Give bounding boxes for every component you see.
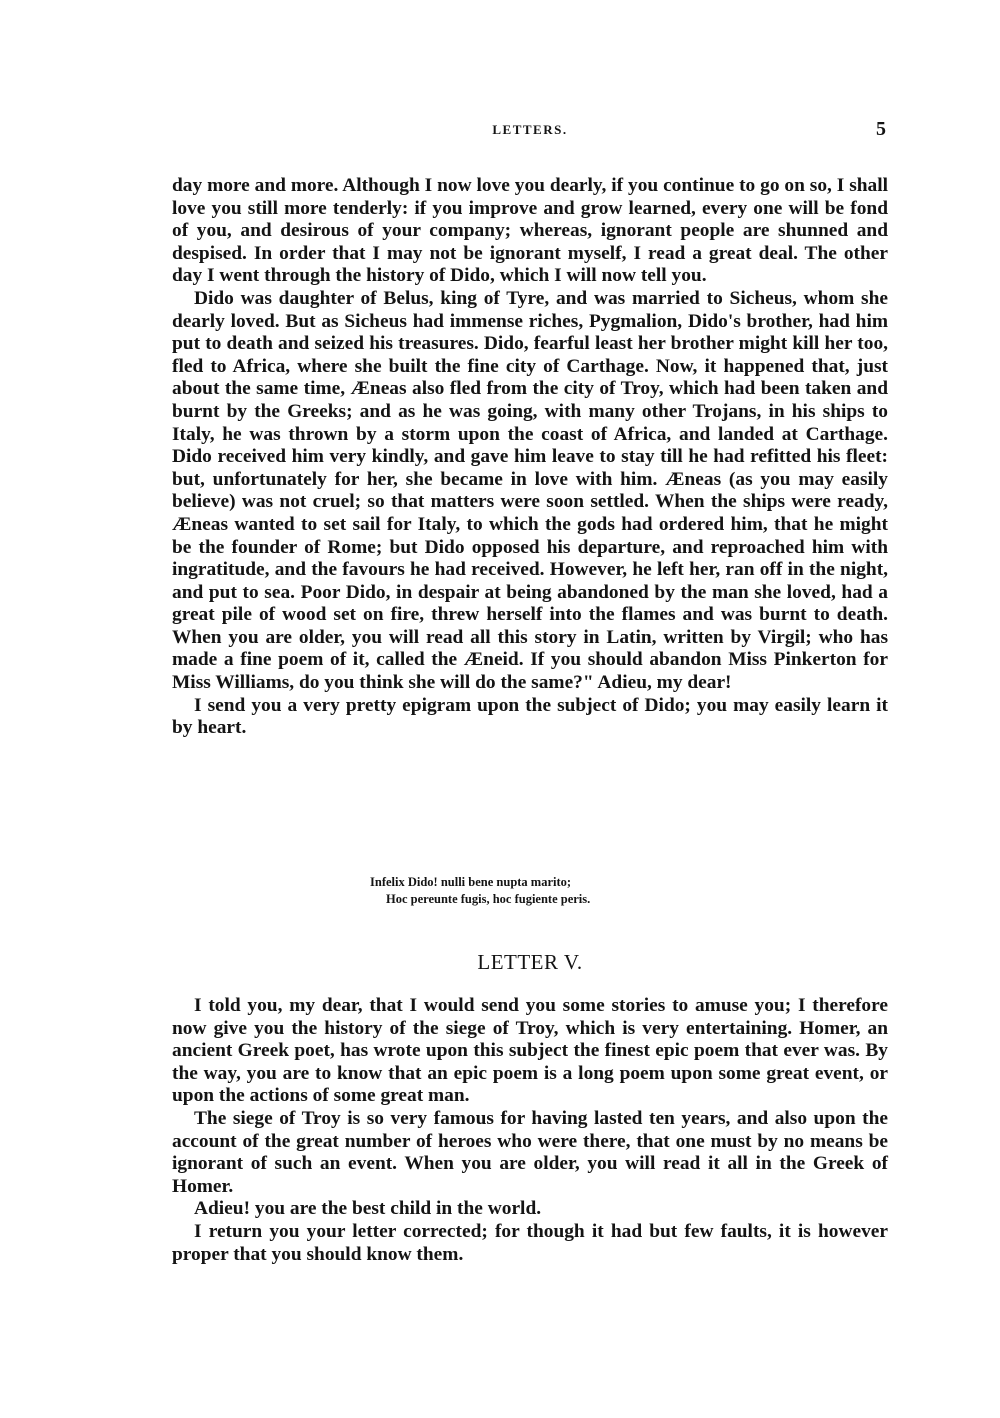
running-title: LETTERS. bbox=[492, 122, 568, 137]
paragraph: I return you your letter corrected; for though it had but few faults, it is however proper that you should know them. bbox=[172, 1220, 888, 1265]
running-head bbox=[170, 118, 890, 148]
letter-v-text bbox=[172, 995, 888, 1266]
paragraph: I send you a very pretty epigram upon the subject of Dido; you may easily learn it by heart. bbox=[172, 694, 888, 739]
letter-heading: LETTER V. bbox=[477, 950, 583, 974]
letter-iv-text bbox=[172, 175, 888, 740]
latin-epigram bbox=[370, 874, 790, 908]
paragraph: The siege of Troy is so very famous for having lasted ten years, and also upon the account of the great number of heroes who were there, that one must by no means be ignorant of such an event. When you are older, you will read it all in the Greek of Homer. bbox=[172, 1107, 888, 1197]
page-number: 5 bbox=[876, 118, 886, 140]
paragraph: day more and more. Although I now love you dearly, if you continue to go on so, I shall love you still more tenderly: if you improve and grow learned, every one will be fond of you, and desirous of your company; whereas, ignorant people are shunned and despised. In order that I may not be ignorant myself, I read a great deal. The other day I went through the history of Dido, which I will now tell you. bbox=[172, 175, 888, 287]
paragraph: I told you, my dear, that I would send you some stories to amuse you; I therefore now give you the history of the siege of Troy, which is very entertaining. Homer, an ancient Greek poet, has wrote upon this subject the finest epic poem that ever was. By the way, you are to know that an epic poem is a long poem upon some great event, or upon the actions of some great man. bbox=[172, 995, 888, 1107]
epigram-line: Hoc pereunte fugis, hoc fugiente peris. bbox=[386, 892, 591, 906]
paragraph: Adieu! you are the best child in the world. bbox=[194, 1198, 542, 1220]
epigram-line: Infelix Dido! nulli bene nupta marito; bbox=[370, 875, 572, 889]
paragraph: Dido was daughter of Belus, king of Tyre, and was married to Sicheus, whom she dearly loved. But as Sicheus had immense riches, Pygmalion, Dido's brother, had him put to death and seized his treasures. Dido, fearful least her brother might kill her too, fled to Africa, where she built the fine city of Carthage. Now, it happened that, just about the same time, Æneas also fled from the city of Troy, which had been taken and burnt by the Greeks; and as he was going, with many other Trojans, in his ships to Italy, he was thrown by a storm upon the coast of Africa, and landed at Carthage. Dido received him very kindly, and gave him leave to stay till he had refitted his fleet: but, unfortunately for her, she became in love with him. Æneas (as you may easily believe) was not cruel; so that matters were soon settled. When the ships were ready, Æneas wanted to set sail for Italy, to which the gods had ordered him, that he might be the founder of Rome; but Dido opposed his departure, and reproached him with ingratitude, and the favours he had received. However, he left her, ran off in the night, and put to sea. Poor Dido, in despair at being abandoned by the man she loved, had a great pile of wood set on fire, threw herself into the flames and was burnt to death. When you are older, you will read all this story in Latin, written by Virgil; who has made a fine poem of it, called the Æneid. If you should abandon Miss Pinkerton for Miss Williams, do you think she will do the same?" Adieu, my dear! bbox=[172, 287, 888, 694]
